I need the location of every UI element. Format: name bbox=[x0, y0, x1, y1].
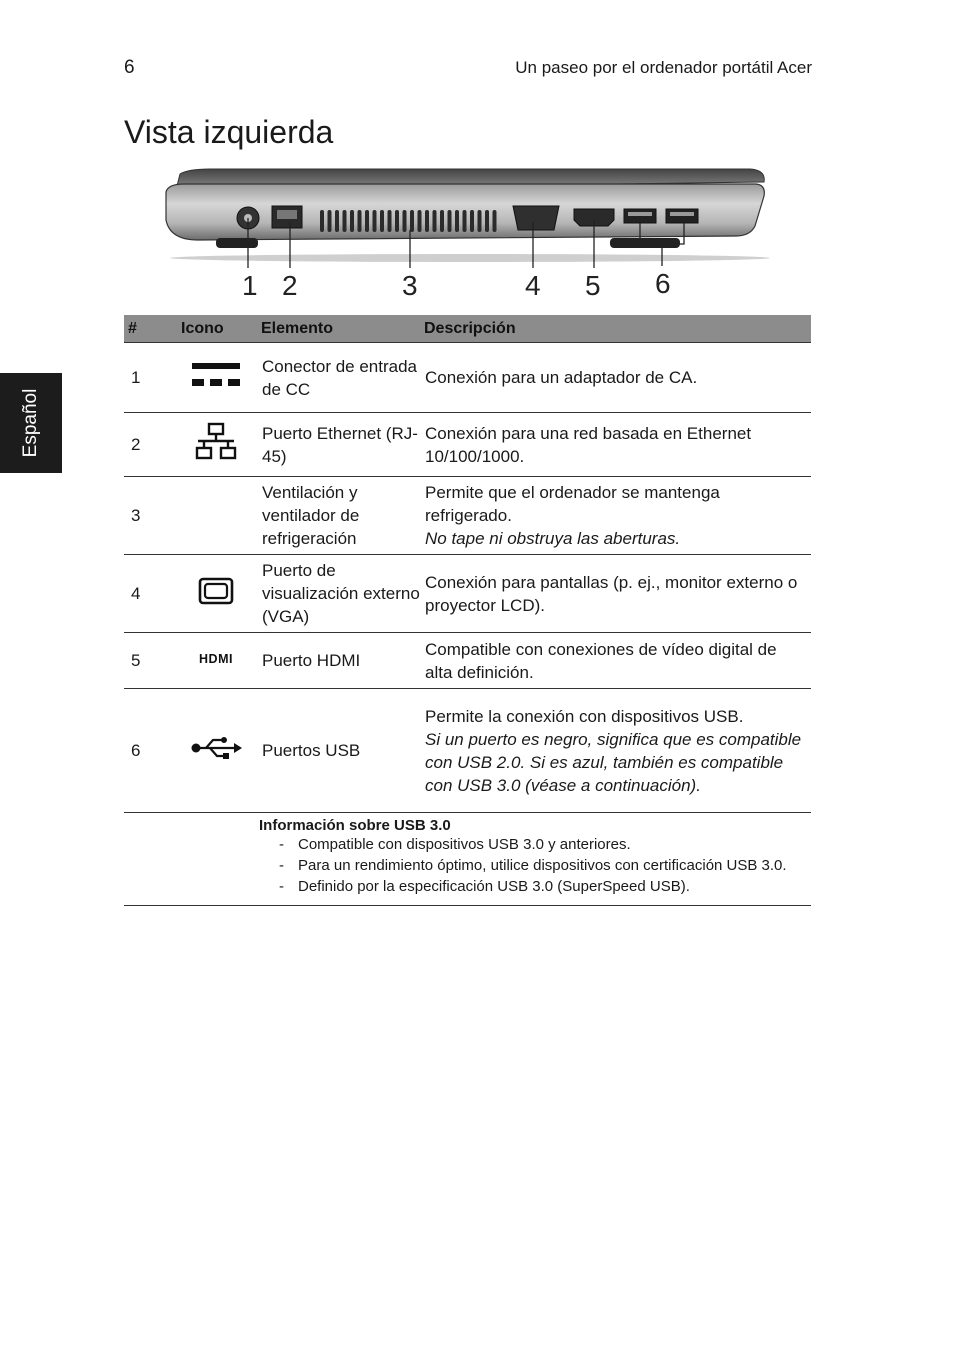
ports-table bbox=[124, 315, 811, 906]
row-element: Puerto de visualización externo (VGA) bbox=[259, 555, 422, 633]
language-tab bbox=[0, 373, 62, 473]
ethernet-icon bbox=[194, 422, 238, 462]
row-icon-cell bbox=[172, 477, 259, 555]
row-description-note: Si un puerto es negro, significa que es compatible con USB 2.0. Si es azul, también es compatible con USB 3.0 (véase a continuación). bbox=[425, 729, 802, 795]
column-header-icon: Icono bbox=[172, 315, 259, 343]
table-header-row bbox=[124, 315, 811, 343]
page-number: 6 bbox=[124, 57, 135, 78]
vent-slot bbox=[388, 210, 392, 232]
table-row bbox=[124, 555, 811, 633]
running-header: Un paseo por el ordenador portátil Acer bbox=[515, 58, 812, 77]
vent-slot bbox=[365, 210, 369, 232]
vent-slot bbox=[478, 210, 482, 232]
row-element: Conector de entrada de CC bbox=[259, 343, 422, 413]
row-description-note: No tape ni obstruya las aberturas. bbox=[425, 529, 681, 548]
list-item: - Definido por la especificación USB 3.0 (SuperSpeed USB). bbox=[279, 878, 690, 895]
column-header-number: # bbox=[124, 315, 172, 343]
vent-slot bbox=[358, 210, 362, 232]
table-row bbox=[124, 689, 811, 813]
row-description: Permite la conexión con dispositivos USB. Si un puerto es negro, significa que es compatible con USB 2.0. Si es azul, también es compatible con USB 3.0 (véase a continuación). bbox=[422, 689, 811, 813]
usb3-note-list bbox=[259, 836, 806, 896]
row-number: 2 bbox=[124, 413, 172, 477]
row-description: Permite que el ordenador se mantenga refrigerado. No tape ni obstruya las aberturas. bbox=[422, 477, 811, 555]
vent-slot bbox=[463, 210, 467, 232]
row-element: Puertos USB bbox=[259, 689, 422, 813]
vent-slot bbox=[418, 210, 422, 232]
vent-slot bbox=[395, 210, 399, 232]
callout-number: 1 bbox=[242, 270, 258, 301]
laptop-left-view-figure bbox=[140, 160, 780, 310]
table-row bbox=[124, 413, 811, 477]
row-element: Puerto Ethernet (RJ-45) bbox=[259, 413, 422, 477]
vent-slot bbox=[343, 210, 347, 232]
vga-port bbox=[513, 206, 559, 230]
row-number: 5 bbox=[124, 633, 172, 689]
table-row bbox=[124, 343, 811, 413]
table-row bbox=[124, 633, 811, 689]
row-icon-cell bbox=[172, 555, 259, 633]
list-item: - Para un rendimiento óptimo, utilice dispositivos con certificación USB 3.0. bbox=[279, 857, 787, 874]
callout-number: 6 bbox=[655, 268, 671, 299]
row-description: Compatible con conexiones de vídeo digital de alta definición. bbox=[422, 633, 811, 689]
vent-slot bbox=[335, 210, 339, 232]
row-icon-cell bbox=[172, 633, 259, 689]
row-number: 3 bbox=[124, 477, 172, 555]
vent-slot bbox=[433, 210, 437, 232]
row-description: Conexión para un adaptador de CA. bbox=[422, 343, 811, 413]
vent-slot bbox=[328, 210, 332, 232]
vent-slot bbox=[403, 210, 407, 232]
vent-slot bbox=[440, 210, 444, 232]
usb3-note-title: Información sobre USB 3.0 bbox=[259, 817, 451, 834]
language-tab-label: Español bbox=[20, 388, 41, 458]
row-icon-cell bbox=[172, 689, 259, 813]
usb3-note bbox=[259, 813, 811, 906]
callout-number: 3 bbox=[402, 270, 418, 301]
vent-slot bbox=[380, 210, 384, 232]
vent-slot bbox=[448, 210, 452, 232]
vent-slot bbox=[373, 210, 377, 232]
callout-number: 4 bbox=[525, 270, 541, 301]
dc-power-icon bbox=[191, 359, 241, 391]
vent-slot bbox=[350, 210, 354, 232]
row-description: Conexión para una red basada en Ethernet 10/100/1000. bbox=[422, 413, 811, 477]
column-header-element: Elemento bbox=[259, 315, 422, 343]
ethernet-port-contacts bbox=[277, 210, 297, 219]
row-element: Puerto HDMI bbox=[259, 633, 422, 689]
vent-slot bbox=[485, 210, 489, 232]
row-element: Ventilación y ventilador de refrigeración bbox=[259, 477, 422, 555]
laptop-foot bbox=[610, 238, 680, 248]
usb-port-contacts bbox=[628, 212, 652, 216]
row-number: 4 bbox=[124, 555, 172, 633]
vent-slot bbox=[455, 210, 459, 232]
laptop-shadow bbox=[170, 254, 770, 262]
row-number: 1 bbox=[124, 343, 172, 413]
vent-slot bbox=[470, 210, 474, 232]
laptop-foot bbox=[216, 238, 258, 248]
vga-icon bbox=[198, 577, 234, 605]
row-number: 6 bbox=[124, 689, 172, 813]
callout-number: 5 bbox=[585, 270, 601, 301]
page-title: Vista izquierda bbox=[124, 114, 334, 150]
usb3-note-row bbox=[124, 813, 811, 906]
hdmi-icon-text: HDMI bbox=[198, 652, 233, 666]
vent-slot bbox=[493, 210, 497, 232]
vent-slot bbox=[410, 210, 414, 232]
row-icon-cell bbox=[172, 343, 259, 413]
column-header-description: Descripción bbox=[422, 315, 811, 343]
row-icon-cell bbox=[172, 413, 259, 477]
vent-slot bbox=[320, 210, 324, 232]
row-description: Conexión para pantallas (p. ej., monitor externo o proyector LCD). bbox=[422, 555, 811, 633]
hdmi-icon bbox=[191, 652, 241, 666]
usb-port-contacts bbox=[670, 212, 694, 216]
usb-icon bbox=[190, 735, 242, 761]
vent-slot bbox=[425, 210, 429, 232]
table-row bbox=[124, 477, 811, 555]
list-item: - Compatible con dispositivos USB 3.0 y anteriores. bbox=[279, 836, 631, 853]
callout-number: 2 bbox=[282, 270, 298, 301]
